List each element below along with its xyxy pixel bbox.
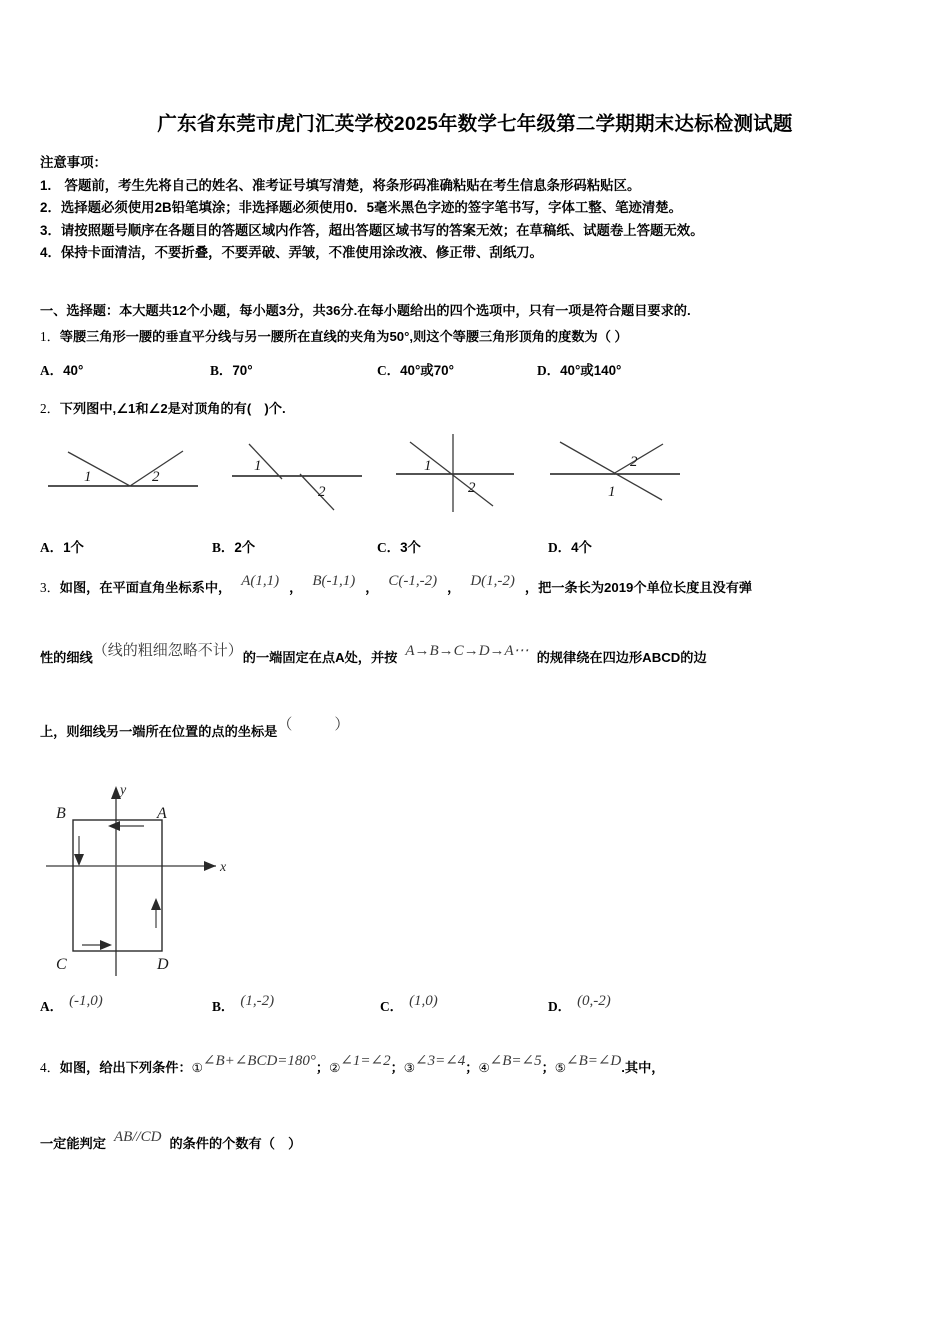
notice-item-1: 1. 答题前，考生先将自己的姓名、准考证号填写清楚，将条形码准确粘贴在考生信息条形码粘贴区。 <box>40 177 641 193</box>
option-3-a-value: (-1,0) <box>69 993 103 1009</box>
option-3-a-label: A． <box>40 999 64 1014</box>
condition-sep-1: ； <box>315 1060 330 1075</box>
option-1-b-value: 70° <box>232 363 253 378</box>
option-2-a-value: 1个 <box>63 540 84 555</box>
question-4-parallel-expr: AB//CD <box>113 1129 162 1145</box>
option-3-b-label: B． <box>212 999 235 1014</box>
option-1-a[interactable] <box>40 360 83 379</box>
question-3-line-1-tail: ，把一条长为2019个单位长度且没有弹 <box>524 580 753 595</box>
option-2-c-label: C． <box>377 540 401 555</box>
figure-two-separate-rays-on-line <box>232 424 412 516</box>
question-3-l3: 上，则细线另一端所在位置的点的坐标是 <box>40 724 278 739</box>
question-4-line-1 <box>40 1053 950 1078</box>
question-4-line-2 <box>40 1129 940 1154</box>
condition-sep-3: ； <box>465 1060 479 1075</box>
option-1-c-label: C． <box>377 363 401 378</box>
vertex-label-b: B <box>56 805 66 822</box>
figure-3-label-2: 2 <box>468 480 476 496</box>
vertex-label-d: D <box>157 956 169 973</box>
condition-marker-2: ② <box>329 1060 341 1075</box>
coord-c: C(-1,-2) <box>388 573 438 589</box>
option-1-a-label: A． <box>40 363 64 378</box>
option-3-d-label: D． <box>548 999 572 1014</box>
vertex-label-a: A <box>157 805 167 822</box>
question-4-l2-pre: 一定能判定 <box>40 1136 106 1151</box>
notice-item-3: 3．请按照题号顺序在各题目的答题区域内作答，超出答题区域书写的答案无效；在草稿纸、试题卷上答题无效。 <box>40 222 704 238</box>
question-4-number: 4． <box>40 1060 60 1075</box>
question-3-l2-mid: 的一端固定在点A处，并按 <box>242 650 398 665</box>
option-3-d[interactable] <box>548 993 611 1016</box>
option-3-d-value: (0,-2) <box>577 993 611 1009</box>
question-3-intro: 如图，在平面直角坐标系中， <box>59 580 232 595</box>
question-2-number: 2． <box>40 401 60 416</box>
figure-v-shape-on-line <box>48 424 228 516</box>
question-3-l2-pre: 性的细线 <box>40 650 93 665</box>
condition-marker-1: ① <box>191 1060 203 1075</box>
condition-marker-3: ③ <box>403 1060 415 1075</box>
option-2-d-label: D． <box>548 540 572 555</box>
x-axis-label: x <box>220 860 227 875</box>
figure-2-label-2: 2 <box>318 484 326 500</box>
option-1-c[interactable] <box>377 360 454 379</box>
vertex-label-c: C <box>56 956 67 973</box>
question-3-answer-blank: （ ） <box>277 717 354 733</box>
option-2-a-label: A． <box>40 540 64 555</box>
option-2-c-value: 3个 <box>400 540 421 555</box>
option-1-d[interactable] <box>537 360 621 379</box>
figure-1-label-2: 2 <box>152 469 160 485</box>
option-2-c[interactable] <box>377 537 421 556</box>
coord-d: D(1,-2) <box>470 573 515 589</box>
question-2-body: 下列图中,∠1和∠2是对顶角的有( )个. <box>59 401 286 416</box>
option-2-a[interactable] <box>40 537 84 556</box>
question-2-text <box>40 399 930 419</box>
figure-line-with-crossing-and-ray <box>550 424 730 516</box>
option-2-b-value: 2个 <box>234 540 256 555</box>
option-3-a[interactable] <box>40 993 103 1016</box>
notice-block <box>40 152 918 265</box>
coord-b: B(-1,1) <box>312 573 356 589</box>
page-title: 广东省东莞市虎门汇英学校2025年数学七年级第二学期期末达标检测试题 <box>157 113 793 135</box>
option-2-d-value: 4个 <box>571 540 592 555</box>
figure-three-lines-concurrent <box>396 424 576 516</box>
notice-item-4: 4．保持卡面清洁，不要折叠，不要弄破、弄皱，不准使用涂改液、修正带、刮纸刀。 <box>40 245 543 260</box>
question-3-sequence: A→B→C→D→A⋯ <box>405 643 529 659</box>
condition-sep-2: ； <box>390 1060 404 1075</box>
notice-heading: 注意事项： <box>40 155 107 170</box>
option-1-b-label: B． <box>210 363 233 378</box>
option-1-b[interactable] <box>210 360 253 379</box>
option-1-a-value: 40° <box>63 363 84 378</box>
option-2-b-label: B． <box>212 540 235 555</box>
question-3-number: 3． <box>40 580 60 595</box>
figure-coordinate-plane-rectangle-abcd <box>44 778 244 983</box>
option-1-d-label: D． <box>537 363 561 378</box>
option-3-b[interactable] <box>212 993 275 1016</box>
question-4-l2-post: 的条件的个数有（ ） <box>169 1136 302 1151</box>
condition-value-3: ∠3=∠4 <box>415 1053 466 1069</box>
option-1-c-value: 40°或70° <box>400 363 454 378</box>
figure-3-label-1: 1 <box>424 458 432 474</box>
option-1-d-value: 40°或140° <box>560 363 622 378</box>
condition-value-2: ∠1=∠2 <box>340 1053 391 1069</box>
option-3-b-value: (1,-2) <box>240 993 275 1009</box>
option-2-d[interactable] <box>548 537 592 556</box>
question-1-body: 等腰三角形一腰的垂直平分线与另一腰所在直线的夹角为50°,则这个等腰三角形顶角的度数为（ ） <box>59 329 628 344</box>
figure-2-label-1: 1 <box>254 458 262 474</box>
condition-value-1: ∠B+∠BCD=180° <box>202 1053 316 1069</box>
coord-a: A(1,1) <box>241 573 280 589</box>
question-1-text <box>40 327 930 347</box>
option-2-b[interactable] <box>212 537 255 556</box>
option-3-c[interactable] <box>380 993 438 1016</box>
question-3-l2-post: 的规律绕在四边形ABCD的边 <box>536 650 707 665</box>
option-3-c-label: C． <box>380 999 404 1014</box>
option-3-c-value: (1,0) <box>409 993 438 1009</box>
figure-1-label-1: 1 <box>84 469 92 485</box>
question-3-line-1: 3．如图，在平面直角坐标系中， A(1,1) ， B(-1,1) ， C(-1,-2) ， D(1,-2) ，把一条长为2019个单位长度且没有弹 <box>40 573 753 595</box>
condition-value-5: ∠B=∠D <box>566 1053 622 1069</box>
condition-sep-4: ； <box>541 1060 555 1075</box>
question-3-line-2 <box>40 643 940 668</box>
section-heading: 一、选择题：本大题共12个小题，每小题3分，共36分.在每小题给出的四个选项中，只有一项是符合题目要求的. <box>40 303 691 318</box>
question-1-number: 1． <box>40 329 60 344</box>
question-2-figures <box>40 424 930 516</box>
condition-marker-4: ④ <box>478 1060 490 1075</box>
y-axis-label: y <box>120 783 127 798</box>
question-4-intro: 如图，给出下列条件： <box>59 1060 192 1075</box>
condition-value-4: ∠B=∠5 <box>489 1053 542 1069</box>
figure-4-label-1: 1 <box>608 484 616 500</box>
condition-marker-5: ⑤ <box>554 1060 566 1075</box>
notice-item-2: 2．选择题必须使用2B铅笔填涂；非选择题必须使用0．5毫米黑色字迹的签字笔书写，字体工整、笔迹清楚。 <box>40 200 683 215</box>
question-3-line-3 <box>40 717 940 742</box>
figure-4-label-2: 2 <box>630 454 638 470</box>
question-3-parenthetical: （线的粗细忽略不计） <box>92 643 243 659</box>
question-4-line-1-tail: .其中， <box>621 1060 665 1075</box>
